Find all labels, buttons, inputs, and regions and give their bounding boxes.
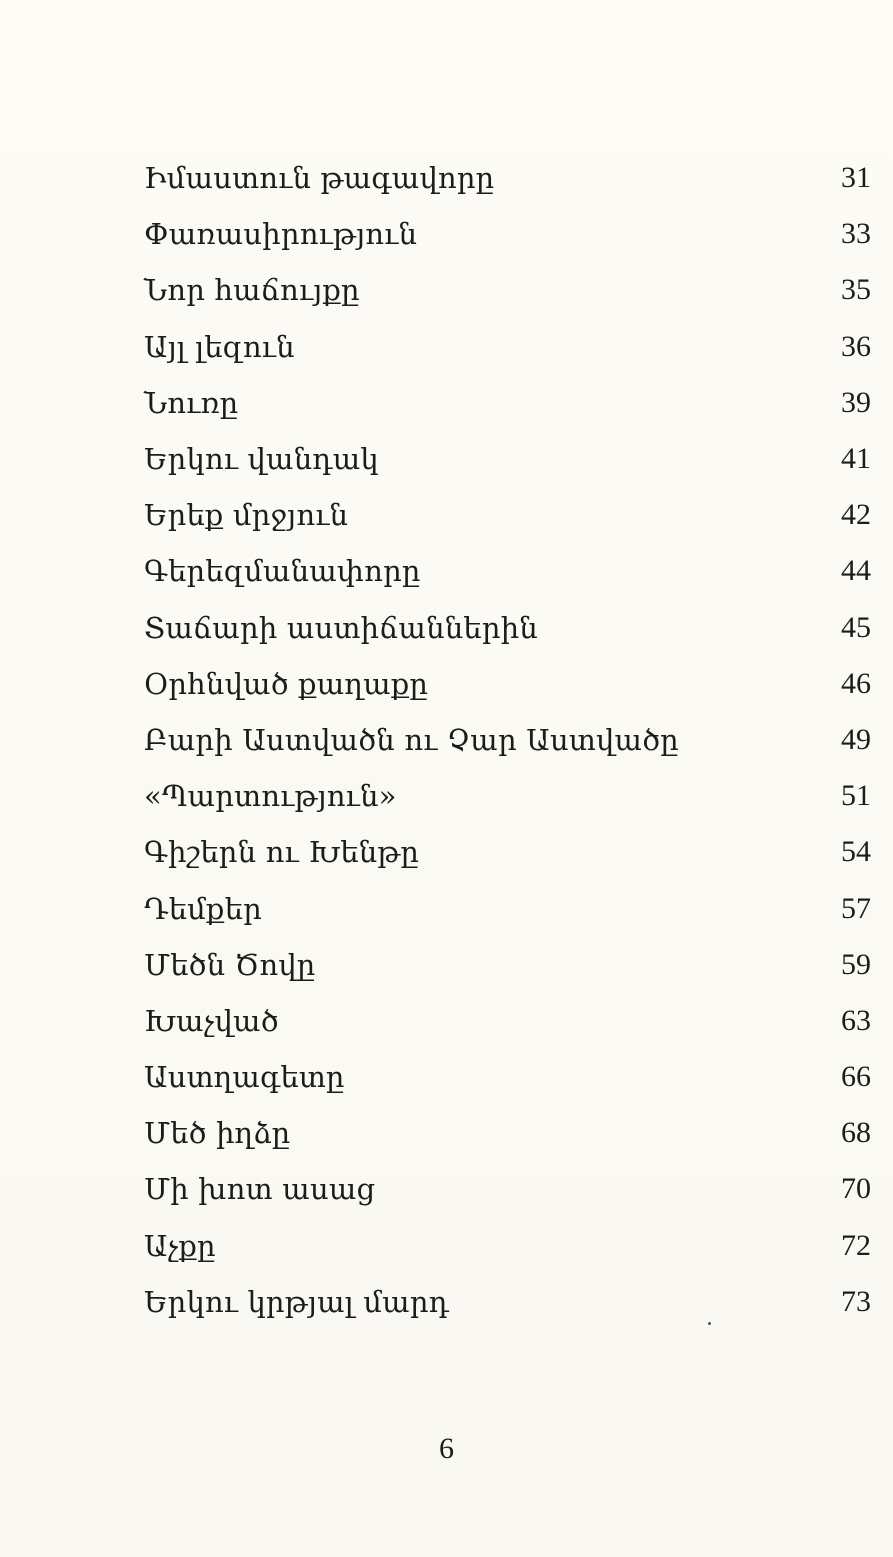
toc-entry — [144, 543, 873, 599]
toc-entry-title: «Պարտություն» — [144, 779, 397, 814]
toc-entry-title: Օրհնված քաղաքը — [144, 666, 429, 701]
toc-entry — [144, 1274, 873, 1330]
toc-entry — [144, 150, 873, 206]
toc-entry-page: 41 — [841, 442, 871, 476]
toc-entry — [144, 937, 873, 993]
toc-entry — [144, 1218, 873, 1274]
toc-entry-title: Աչքը — [144, 1228, 216, 1263]
toc-entry-title: Երկու կրթյալ մարդ — [144, 1284, 450, 1319]
toc-entry-page: 39 — [841, 385, 871, 419]
toc-entry-title: Խաչված — [144, 1003, 279, 1038]
toc-entry-page: 31 — [841, 161, 871, 195]
toc-entry — [144, 487, 873, 543]
toc-entry — [144, 1049, 873, 1105]
toc-entry-page: 54 — [841, 835, 871, 869]
toc-entry — [144, 262, 873, 318]
page-number: 6 — [439, 1432, 454, 1465]
toc-entry-title: Այլ լեզուն — [144, 329, 295, 364]
toc-entry-title: Գիշերն ու Խենթը — [144, 835, 420, 870]
toc-entry-page: 57 — [841, 891, 871, 925]
toc-entry-page: 59 — [841, 947, 871, 981]
toc-entry — [144, 712, 873, 768]
toc-entry-page: 72 — [841, 1228, 871, 1262]
toc-entry-title: Մեծն Ծովը — [144, 947, 316, 982]
toc-entry-title: Երեք մրջյուն — [144, 498, 349, 533]
toc-entry — [144, 768, 873, 824]
toc-entry-title: Դեմքեր — [144, 891, 262, 926]
toc-entry-title: Նուռը — [144, 385, 239, 420]
toc-entry-page: 46 — [841, 666, 871, 700]
table-of-contents — [144, 150, 873, 1330]
toc-entry-page: 70 — [841, 1172, 871, 1206]
toc-entry — [144, 431, 873, 487]
toc-entry-page: 45 — [841, 610, 871, 644]
paper-speck — [708, 1322, 711, 1325]
toc-entry — [144, 824, 873, 880]
toc-entry-page: 68 — [841, 1116, 871, 1150]
toc-entry — [144, 880, 873, 936]
toc-entry-title: Բարի Աստվածն ու Չար Աստվածը — [144, 722, 679, 757]
toc-entry-title: Նոր հաճույքը — [144, 273, 360, 308]
toc-entry — [144, 656, 873, 712]
toc-entry-title: Մեծ իղձը — [144, 1116, 291, 1151]
toc-entry-title: Տաճարի աստիճաններին — [144, 610, 538, 645]
toc-entry-page: 49 — [841, 722, 871, 756]
toc-entry-page: 63 — [841, 1003, 871, 1037]
toc-entry — [144, 206, 873, 262]
toc-entry — [144, 600, 873, 656]
toc-entry-title: Իմաստուն թագավորը — [144, 161, 495, 196]
toc-entry-title: Մի խոտ ասաց — [144, 1172, 376, 1207]
toc-entry — [144, 1105, 873, 1161]
toc-entry-page: 42 — [841, 498, 871, 532]
toc-entry-title: Գերեզմանափորը — [144, 554, 421, 589]
toc-entry — [144, 319, 873, 375]
toc-entry — [144, 993, 873, 1049]
toc-entry-page: 44 — [841, 554, 871, 588]
toc-entry-title: Երկու վանդակ — [144, 442, 379, 477]
toc-entry-page: 73 — [841, 1284, 871, 1318]
toc-entry-title: Փառասիրություն — [144, 217, 418, 252]
toc-entry-page: 51 — [841, 779, 871, 813]
toc-entry-page: 36 — [841, 329, 871, 363]
toc-entry — [144, 1161, 873, 1217]
toc-entry — [144, 375, 873, 431]
toc-entry-page: 35 — [841, 273, 871, 307]
toc-entry-page: 33 — [841, 217, 871, 251]
toc-entry-page: 66 — [841, 1060, 871, 1094]
toc-entry-title: Աստղագետը — [144, 1060, 345, 1095]
